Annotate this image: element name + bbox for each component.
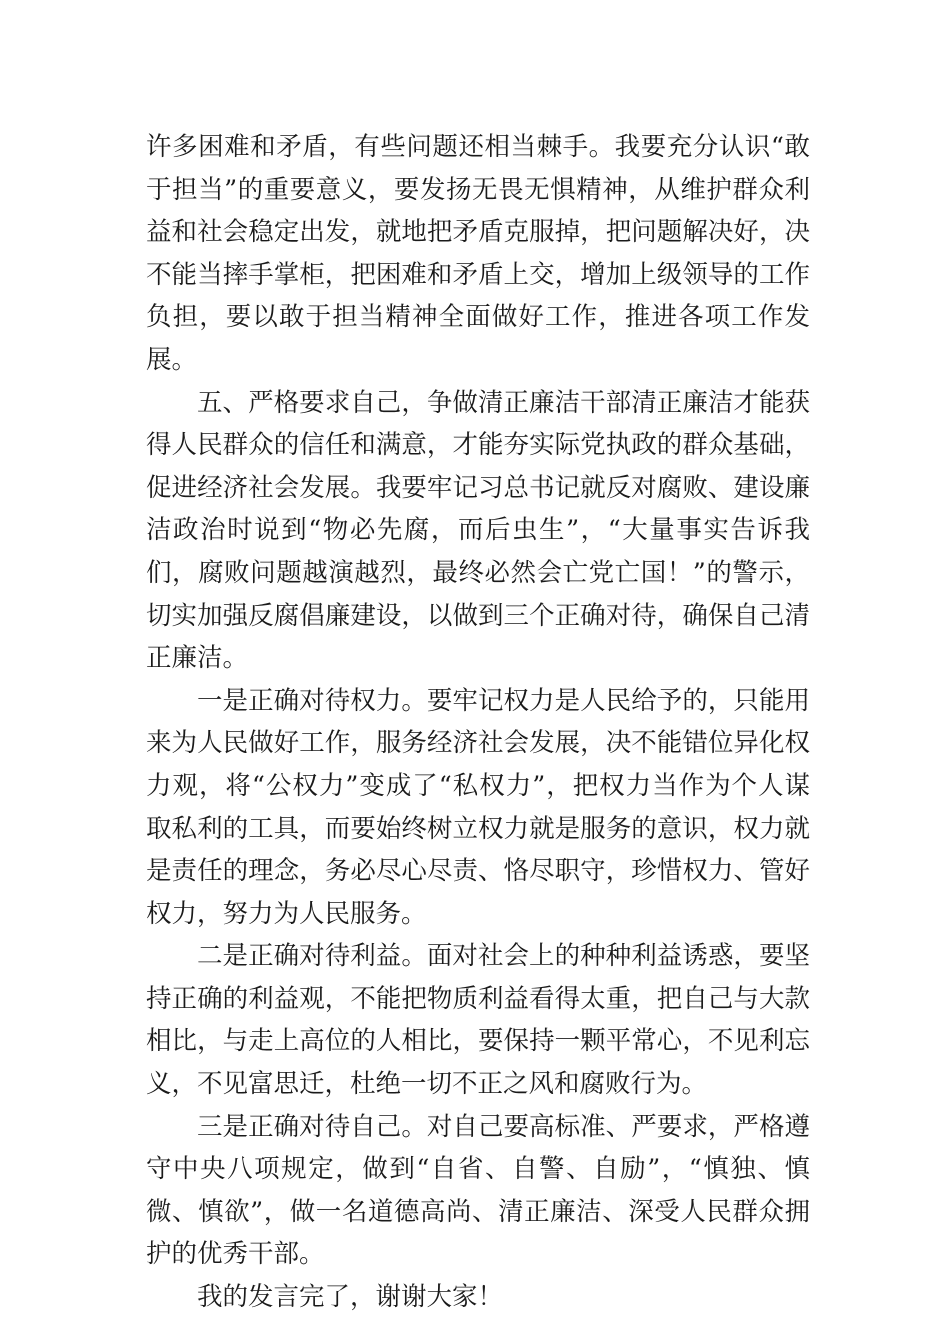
paragraph-section-five: 五、严格要求自己，争做清正廉洁干部清正廉洁才能获得人民群众的信任和满意，才能夯实际党执政的群众基础，促进经济社会发展。我要牢记习总书记就反对腐败、建设廉洁政治时说到“物必先腐，而后虫生”，“大量事实告诉我们，腐败问题越演越烈，最终必然会亡党亡国！”的警示，切实加强反腐倡廉建设，以做到三个正确对待，确保自己清正廉洁。 bbox=[146, 387, 810, 674]
paragraph-power: 一是正确对待权力。要牢记权力是人民给予的，只能用来为人民做好工作，服务经济社会发展，决不能错位异化权力观，将“公权力”变成了“私权力”，把权力当作为个人谋取私利的工具，而要始终树立权力就是服务的意识，权力就是责任的理念，务必尽心尽责、恪尽职守，珍惜权力、管好权力，努力为人民服务。 bbox=[146, 685, 810, 929]
paragraph-continuation: 许多困难和矛盾，有些问题还相当棘手。我要充分认识“敢于担当”的重要意义，要发扬无畏无惧精神，从维护群众利益和社会稳定出发，就地把矛盾克服掉，把问题解决好，决不能当摔手掌柜，把困难和矛盾上交，增加上级领导的工作负担，要以敢于担当精神全面做好工作，推进各项工作发展。 bbox=[146, 132, 810, 375]
paragraph-interests: 二是正确对待利益。面对社会上的种种利益诱惑，要坚持正确的利益观，不能把物质利益看得太重，把自己与大款相比，与走上高位的人相比，要保持一颗平常心，不见利忘义，不见富思迁，杜绝一切不正之风和腐败行为。 bbox=[146, 941, 810, 1100]
paragraph-self: 三是正确对待自己。对自己要高标准、严要求，严格遵守中央八项规定，做到“自省、自警、自励”，“慎独、慎微、慎欲”，做一名道德高尚、清正廉洁、深受人民群众拥护的优秀干部。 bbox=[146, 1111, 810, 1270]
document-body bbox=[146, 126, 810, 1319]
paragraph-closing: 我的发言完了，谢谢大家！ bbox=[197, 1282, 504, 1313]
